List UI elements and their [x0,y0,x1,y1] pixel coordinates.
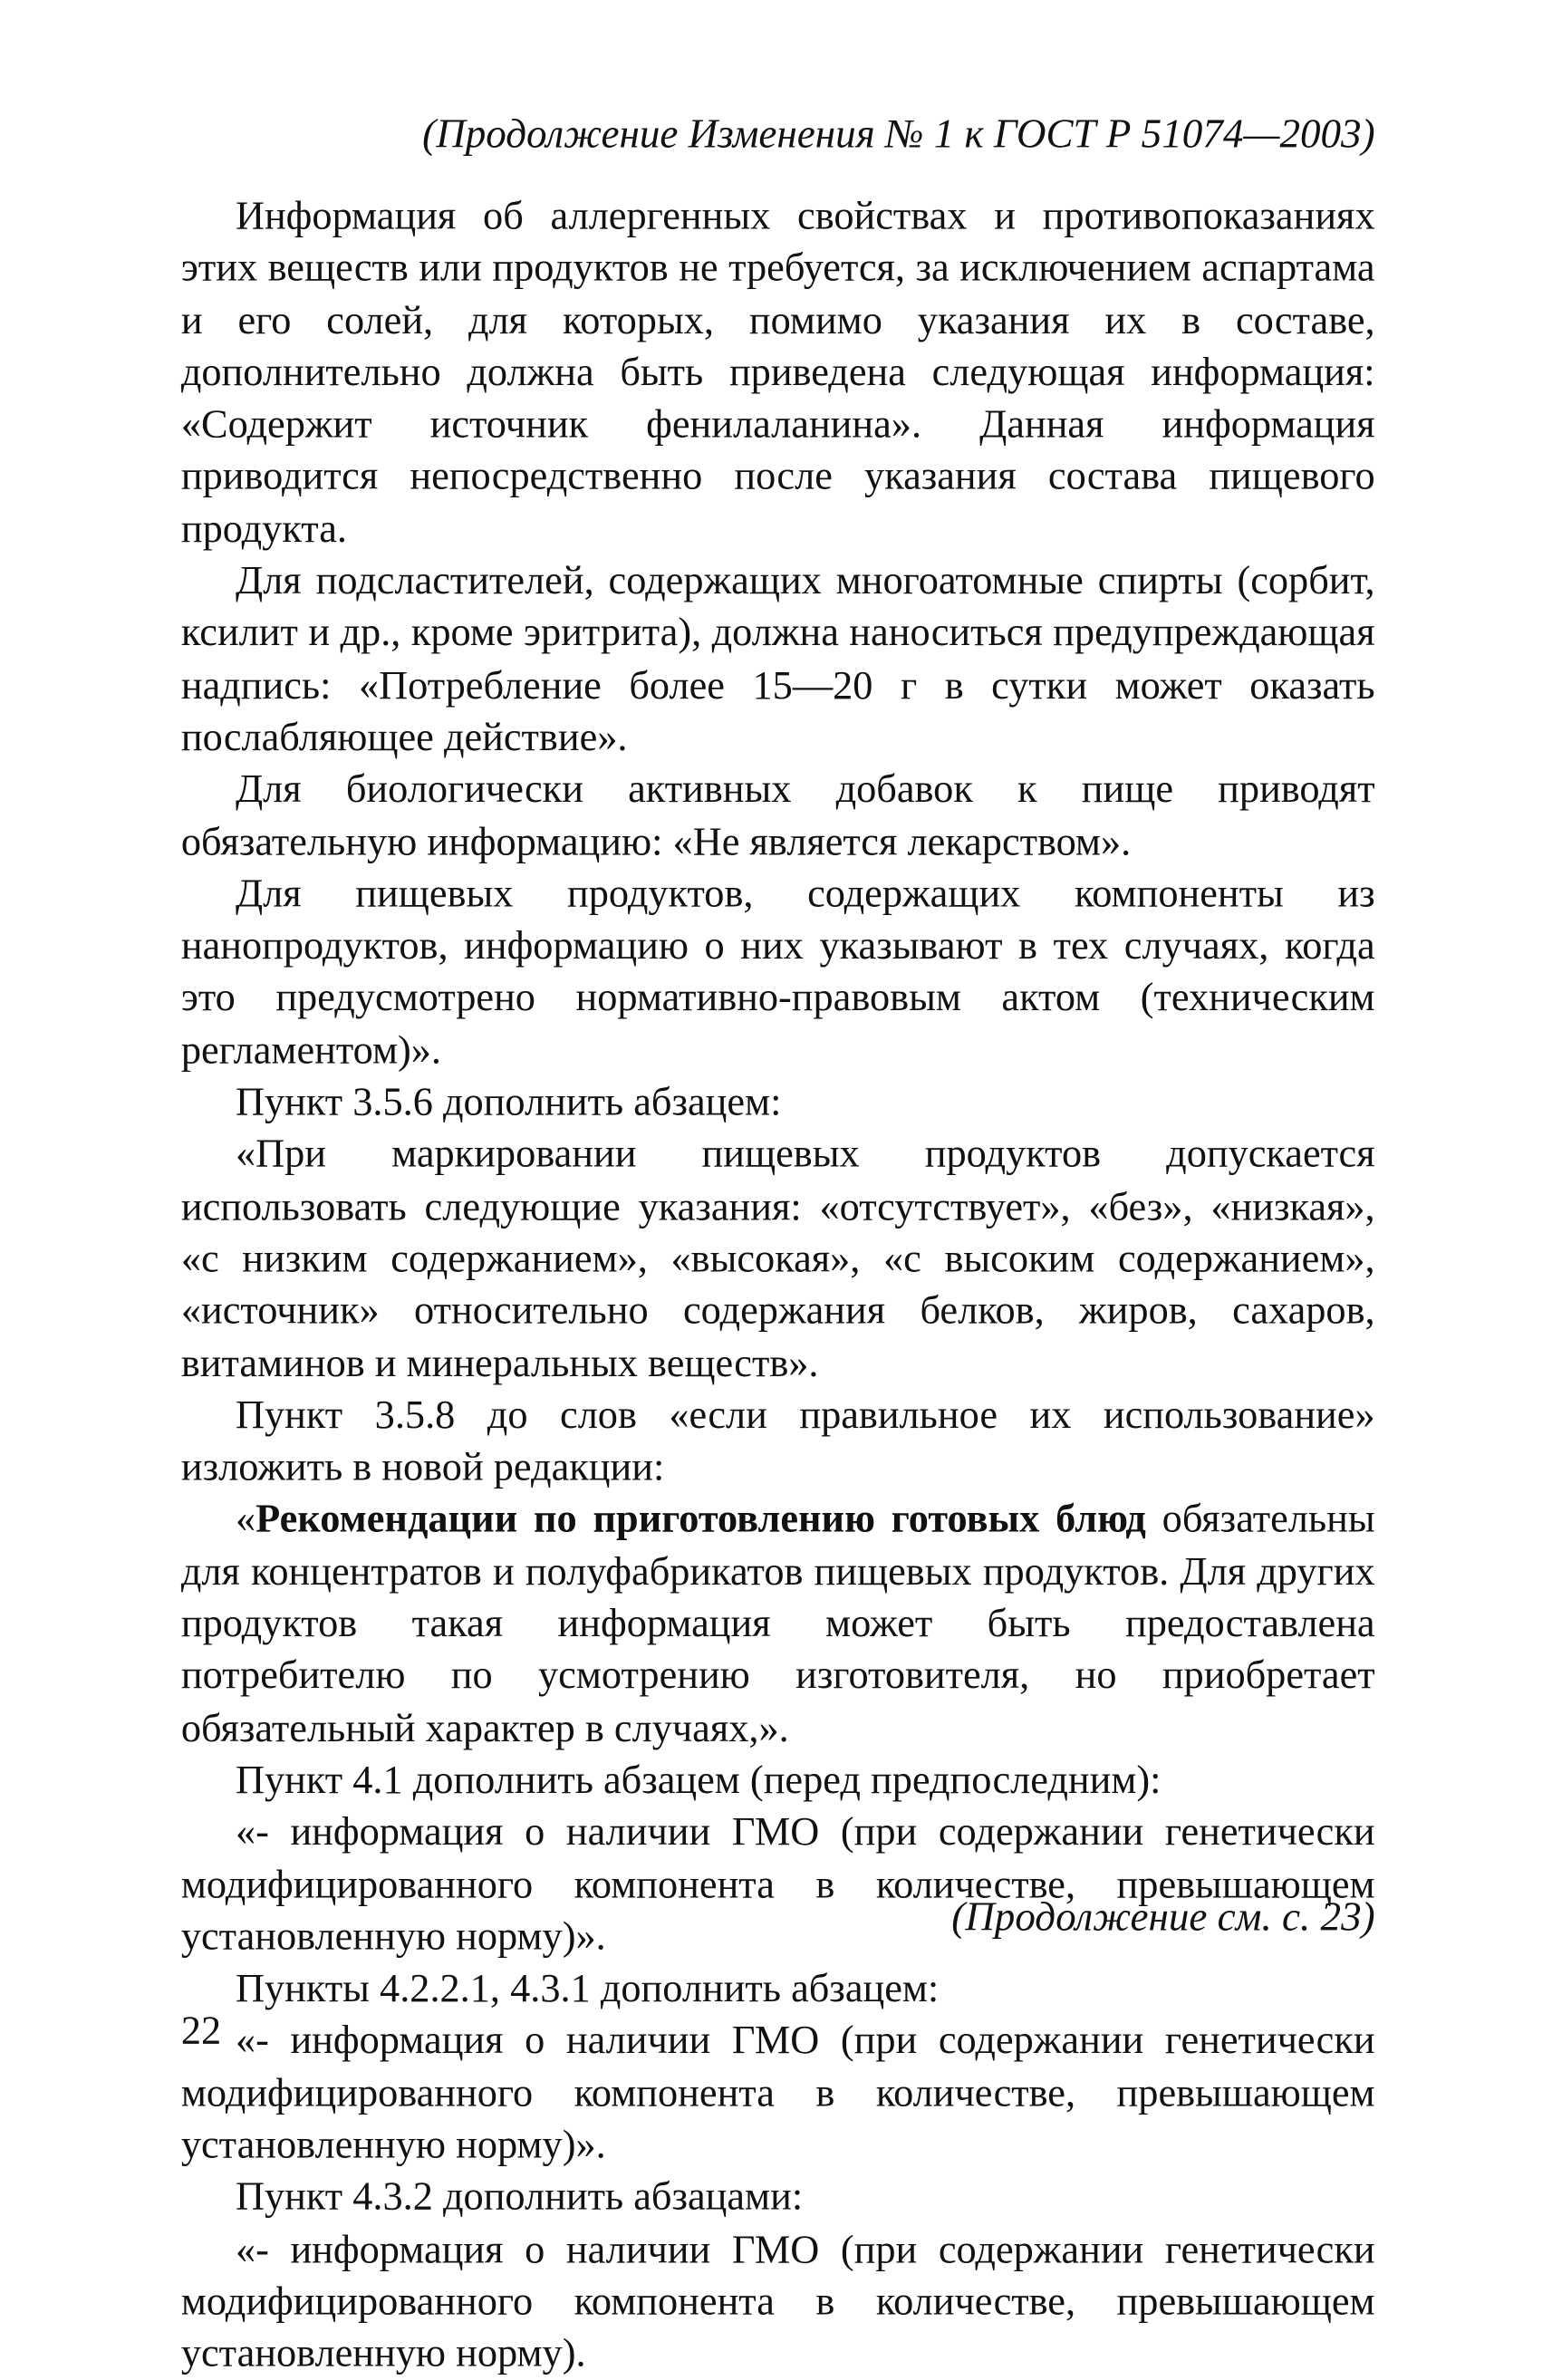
paragraph-clause-3-5-8: Пункт 3.5.8 до слов «если правильное их использование» изложить в новой редакции: [180,1393,1375,1490]
paragraph-gmo-3: «- информация о наличии ГМО (при содержании генетически модифицированного компонента в количестве, превышающем установленную норму). [180,2228,1375,2376]
paragraph-rest: обязательны для концентратов и полуфабрикатов пищевых продуктов. Для других продуктов такая информация может быть предоставлена потребителю по усмотрению изготовителя, но приобретает обязательный характер в случаях,». [180,1498,1375,1750]
running-header: (Продолжение Изменения № 1 к ГОСТ Р 51074—2003) [422,111,1375,157]
paragraph-clauses-4-2-2-1-4-3-1: Пункты 4.2.2.1, 4.3.1 дополнить абзацем: [235,1967,940,2011]
paragraph-clause-4-1: Пункт 4.1 дополнить абзацем (перед предпоследним): [235,1759,1162,1803]
page-number: 22 [180,2009,222,2053]
paragraph-gmo-2: «- информация о наличии ГМО (при содержании генетически модифицированного компонента в количестве, превышающем установленную норму)». [180,2019,1375,2168]
quote-open: « [235,1498,256,1542]
bold-term: Рекомендации по приготовлению готовых блюд [255,1498,1146,1542]
paragraph-bioactive-supplements: Для биологически активных добавок к пище приводят обязательную информацию: «Не является лекарством». [180,767,1375,864]
paragraph-allergen-info: Информация об аллергенных свойствах и противопоказаниях этих веществ или продуктов не требуется, за исключением аспартама и его солей, для которых, помимо указания их в составе, дополнительно должна быть приведена следующая информация: «Содержит источник фенилаланина». Данная информация приводится непосредственно после указания состава пищевого продукта. [180,194,1375,552]
paragraph-cooking-recommendations [181,1494,1375,1755]
document-body [181,190,1375,2380]
continuation-note: (Продолжение см. с. 23) [951,1894,1375,1941]
paragraph-labeling-terms: «При маркировании пищевых продуктов допускается использовать следующие указания: «отсутствует», «без», «низкая», «с низким содержанием», «высокая», «с высоким содержанием», «источник» относительно содержания белков, жиров, сахаров, витаминов и минеральных веществ». [180,1132,1375,1385]
paragraph-nanoproducts: Для пищевых продуктов, содержащих компоненты из нанопродуктов, информацию о них указывают в тех случаях, когда это предусмотрено нормативно-правовым актом (техническим регламентом)». [180,872,1375,1073]
paragraph-sweeteners: Для подсластителей, содержащих многоатомные спирты (сорбит, ксилит и др., кроме эритрита), должна наноситься предупреждающая надпись: «Потребление более 15—20 г в сутки может оказать послабляющее действие». [180,559,1375,760]
paragraph-clause-3-5-6: Пункт 3.5.6 дополнить абзацем: [235,1081,782,1125]
paragraph-gmo-1: «- информация о наличии ГМО (при содержании генетически модифицированного компонента в количестве, превышающем установленную норму)». [180,1810,1375,1959]
paragraph-clause-4-3-2: Пункт 4.3.2 дополнить абзацами: [235,2175,804,2220]
